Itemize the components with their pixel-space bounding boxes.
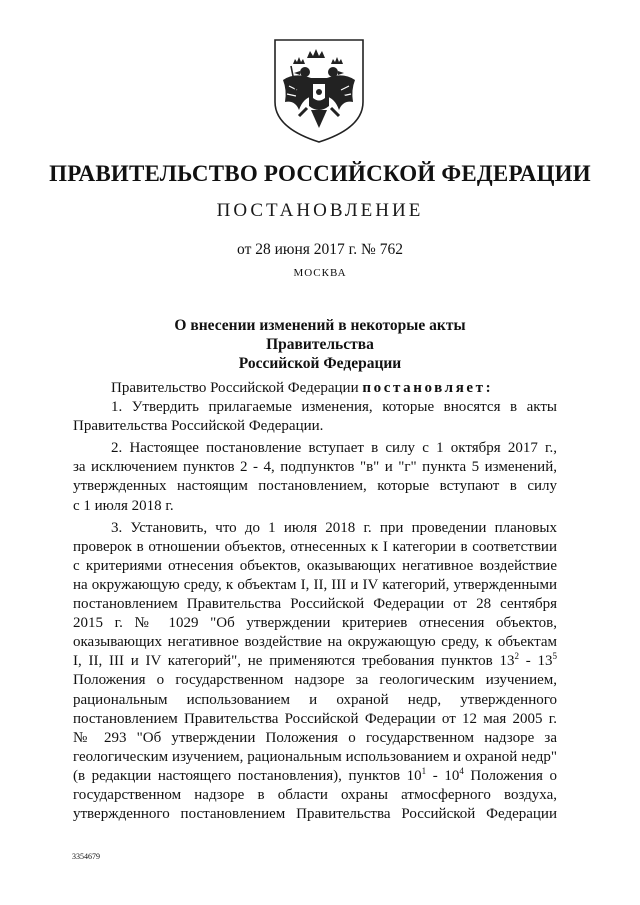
paragraph-3-line: государственном надзоре в области охраны атмосферного воздуха, bbox=[73, 786, 557, 803]
paragraph-3-line bbox=[73, 767, 557, 786]
paragraph-3-line: геологическим изучением, рациональным использованием и охраной недр" bbox=[73, 748, 557, 765]
paragraph-2-line: с 1 июля 2018 г. bbox=[73, 497, 174, 514]
superscript: 2 bbox=[514, 651, 519, 662]
line-text: Положения о bbox=[463, 767, 558, 784]
paragraph-3-line: утвержденного постановлением Правительства Российской Федерации bbox=[73, 806, 557, 823]
date-and-number: от 28 июня 2017 г. № 762 bbox=[237, 241, 403, 258]
paragraph-3-line: постановлением Правительства Российской Федерации от 12 мая 2005 г. bbox=[73, 710, 557, 727]
paragraph-3-line: с критериями отнесения объектов, оказывающих негативное воздействие bbox=[73, 557, 557, 574]
paragraph-3-line bbox=[73, 652, 557, 671]
intro-text: Правительство Российской Федерации bbox=[111, 380, 359, 396]
paragraph-3-line: 2015 г. № 1029 "Об утверждении критериев отнесения объектов, bbox=[73, 615, 557, 632]
paragraph-3-line: на окружающую среду, к объектам I, II, III и IV категорий, утвержденными bbox=[73, 576, 557, 593]
intro-line bbox=[73, 379, 557, 398]
line-text: (в редакции настоящего постановления), пунктов 10 bbox=[73, 767, 422, 784]
government-name: ПРАВИТЕЛЬСТВО РОССИЙСКОЙ ФЕДЕРАЦИИ bbox=[49, 161, 591, 186]
superscript: 4 bbox=[459, 765, 464, 776]
paragraph-2-line: 2. Настоящее постановление вступает в силу с 1 октября 2017 г., bbox=[111, 440, 557, 457]
line-text: I, II, III и IV категорий", не применяются требования пунктов 13 bbox=[73, 653, 515, 670]
paragraph-2-line: за исключением пунктов 2 - 4, подпунктов "в" и "г" пункта 5 изменений, bbox=[73, 459, 557, 476]
line-text: - 13 bbox=[519, 653, 553, 670]
paragraph-1-line: 1. Утвердить прилагаемые изменения, которые вносятся в акты bbox=[111, 399, 557, 416]
document-type: ПОСТАНОВЛЕНИЕ bbox=[216, 200, 424, 221]
title-line: Российской Федерации bbox=[238, 355, 402, 372]
paragraph-3-line: № 293 "Об утверждении Положения о государственном надзоре за bbox=[73, 729, 557, 746]
superscript: 1 bbox=[421, 765, 427, 776]
intro-verb: постановляет: bbox=[362, 380, 494, 396]
paragraph-3-line: проверок в отношении объектов, отнесенных к I категории в соответствии bbox=[73, 538, 557, 555]
paragraph-2-line: утвержденных настоящим постановлением, которые вступают в силу bbox=[73, 478, 557, 495]
title-line: О внесении изменений в некоторые акты Правительства bbox=[174, 317, 466, 353]
paragraph-3-line: постановлением Правительства Российской Федерации от 28 сентября bbox=[73, 596, 557, 613]
paragraph-3-line: Положения о государственном надзоре за геологическим изучением, bbox=[73, 672, 557, 689]
paragraph-1-line: Правительства Российской Федерации. bbox=[73, 418, 324, 435]
document-code: 3354679 bbox=[72, 852, 100, 861]
paragraph-3-line: оказывающих негативное воздействие на окружающую среду, к объектам bbox=[73, 634, 557, 651]
document-title bbox=[120, 316, 520, 373]
paragraph-3-line: рациональным использованием и охраной недр, утвержденного bbox=[73, 691, 557, 708]
city-name: МОСКВА bbox=[293, 267, 347, 279]
paragraph-3-line: 3. Установить, что до 1 июля 2018 г. при проведении плановых bbox=[111, 519, 557, 536]
line-text: - 10 bbox=[426, 767, 460, 784]
document-body bbox=[73, 379, 557, 824]
superscript: 5 bbox=[552, 651, 557, 662]
double-headed-eagle-icon bbox=[268, 36, 370, 146]
